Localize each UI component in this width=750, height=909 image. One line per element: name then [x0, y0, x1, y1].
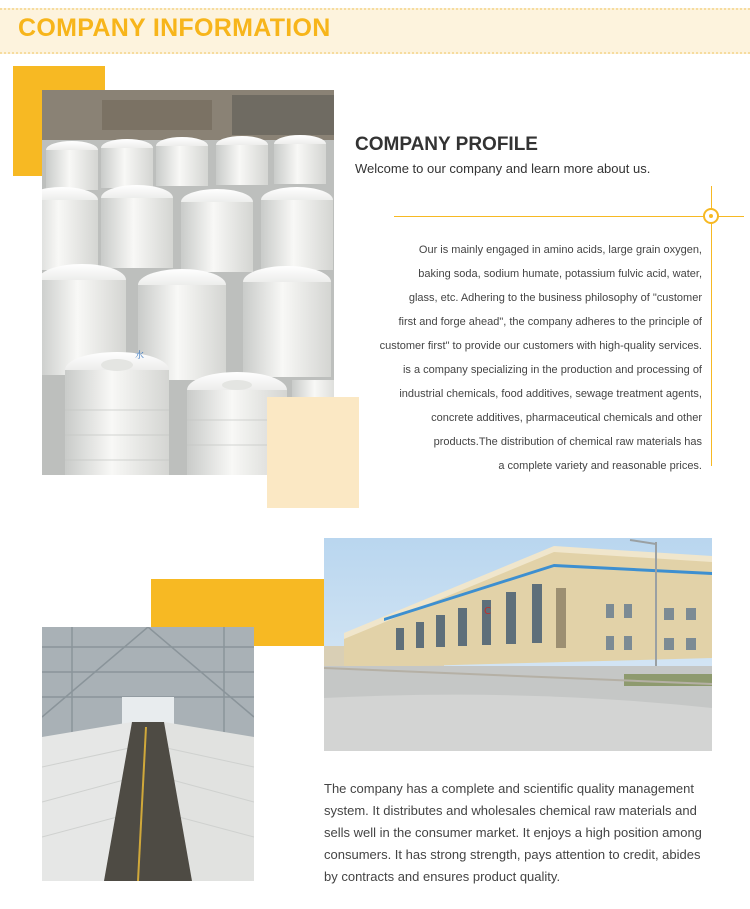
- page-title: COMPANY INFORMATION: [18, 14, 331, 42]
- profile-line: customer first" to provide our customers with high-quality services.: [379, 340, 702, 352]
- svg-text:水: 水: [135, 351, 145, 361]
- quality-line: system. It distributes and wholesales chemical raw materials and: [324, 803, 697, 818]
- svg-text:C: C: [484, 606, 491, 617]
- factory-building-photo: [324, 538, 712, 751]
- profile-line: baking soda, sodium humate, potassium fulvic acid, water,: [418, 268, 702, 280]
- quality-line: consumers. It has strong strength, pays attention to credit, abides: [324, 847, 701, 862]
- profile-line: concrete additives, pharmaceutical chemicals and other: [431, 412, 702, 424]
- accent-horizontal-line: [394, 216, 744, 217]
- profile-subtitle: Welcome to our company and learn more about us.: [355, 161, 651, 176]
- quality-line: sells well in the consumer market. It enjoys a high position among: [324, 825, 702, 840]
- profile-title: COMPANY PROFILE: [355, 134, 538, 155]
- profile-description: [340, 238, 702, 478]
- profile-line: industrial chemicals, food additives, sewage treatment agents,: [399, 388, 702, 400]
- target-circle-icon: [703, 208, 719, 224]
- accent-vertical-line: [711, 186, 712, 466]
- decor-cream-block: [267, 397, 359, 508]
- quality-line: by contracts and ensures product quality.: [324, 869, 561, 884]
- profile-line: is a company specializing in the production and processing of: [402, 364, 702, 376]
- profile-line: a complete variety and reasonable prices.: [498, 460, 702, 472]
- quality-description: [324, 778, 744, 888]
- profile-line: glass, etc. Adhering to the business philosophy of "customer: [408, 292, 702, 304]
- quality-line: The company has a complete and scientific quality management: [324, 781, 694, 796]
- target-dot: [709, 214, 713, 218]
- warehouse-photo: [42, 627, 254, 881]
- profile-line: first and forge ahead", the company adheres to the principle of: [398, 316, 702, 328]
- profile-line: products.The distribution of chemical raw materials has: [433, 436, 702, 448]
- profile-line: Our is mainly engaged in amino acids, large grain oxygen,: [418, 244, 702, 256]
